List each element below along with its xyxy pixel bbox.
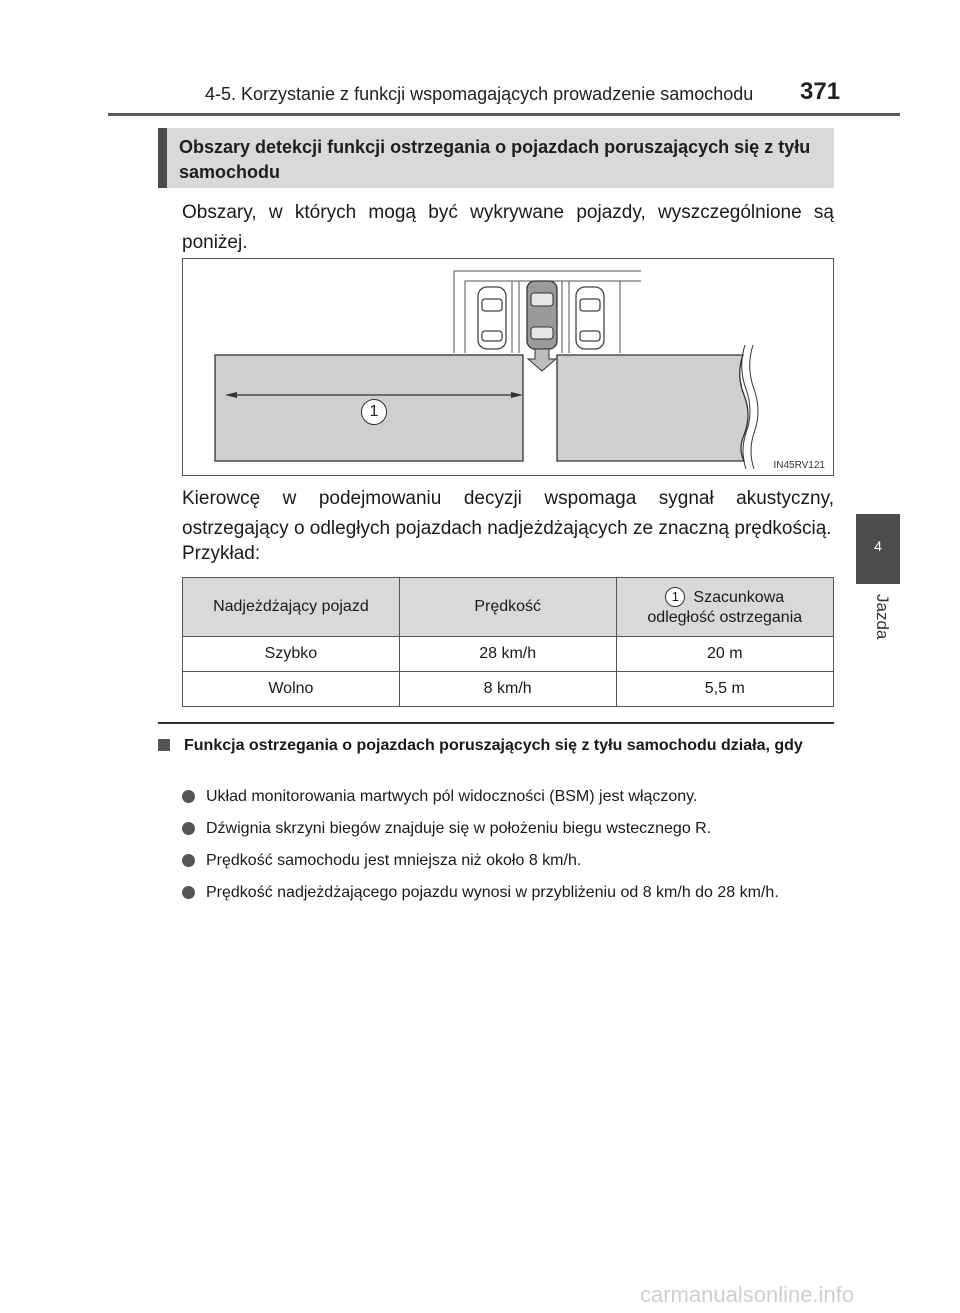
example-label: Przykład:	[182, 543, 261, 564]
square-bullet-icon	[158, 739, 170, 751]
bullet-dot-icon	[182, 822, 195, 835]
header-distance-line2: odległość ostrzegania	[647, 608, 803, 626]
intro-text: Obszary, w których mogą być wykrywane pojazdy, wyszczególnione są poniżej.	[182, 202, 834, 253]
bullet-dot-icon	[182, 790, 195, 803]
table-cell: 20 m	[616, 637, 833, 672]
figure-code: IN45RV121	[773, 460, 825, 471]
table-header-vehicle: Nadjeżdżający pojazd	[183, 578, 400, 637]
list-item	[182, 786, 834, 808]
table-header-distance	[616, 578, 833, 637]
conditions-heading-text: Funkcja ostrzegania o pojazdach poruszających się z tyłu samochodu działa, gdy	[184, 737, 803, 754]
conditions-heading	[158, 734, 834, 757]
list-item-text: Prędkość nadjeżdżającego pojazdu wynosi w przybliżeniu od 8 km/h do 28 km/h.	[206, 884, 779, 901]
table-row	[183, 637, 834, 672]
list-item-text: Dźwignia skrzyni biegów znajduje się w położeniu biegu wstecznego R.	[206, 820, 712, 837]
watermark: carmanualsonline.info	[640, 1282, 855, 1307]
chapter-label: Jazda	[873, 594, 892, 640]
table-cell: Szybko	[183, 637, 400, 672]
list-item-text: Układ monitorowania martwych pól widoczności (BSM) jest włączony.	[206, 788, 698, 805]
table-cell: Wolno	[183, 672, 400, 707]
table-cell: 5,5 m	[616, 672, 833, 707]
table-row	[183, 672, 834, 707]
bullet-dot-icon	[182, 854, 195, 867]
conditions-list	[182, 786, 834, 914]
chapter-number: 4	[874, 538, 882, 554]
header-rule	[108, 113, 900, 116]
list-item	[182, 882, 834, 904]
cut-line	[750, 345, 758, 469]
table-header-speed: Prędkość	[399, 578, 616, 637]
table-header-row	[183, 578, 834, 637]
detection-area-figure	[182, 258, 834, 476]
list-item-text: Prędkość samochodu jest mniejsza niż około 8 km/h.	[206, 852, 582, 869]
detection-zone-right	[557, 355, 748, 461]
own-vehicle	[527, 281, 557, 371]
section-title-box	[158, 128, 834, 188]
section-divider	[158, 722, 834, 724]
bullet-dot-icon	[182, 886, 195, 899]
warning-paragraph: Kierowcę w podejmowaniu decyzji wspomaga sygnał akustyczny, ostrzegający o odległych pojazdach nadjeżdżających ze znaczną prędkością.	[182, 488, 834, 539]
parked-car-right	[576, 287, 604, 349]
parking-diagram	[183, 259, 833, 475]
header-title: 4-5. Korzystanie z funkcji wspomagających prowadzenie samochodu	[205, 84, 754, 104]
table-cell: 28 km/h	[399, 637, 616, 672]
callout-1-small: 1	[665, 587, 685, 607]
section-title: Obszary detekcji funkcji ostrzegania o pojazdach poruszających się z tyłu samochodu	[179, 137, 811, 182]
parked-car-left	[478, 287, 506, 349]
chapter-tab	[856, 514, 900, 584]
table-cell: 8 km/h	[399, 672, 616, 707]
list-item	[182, 850, 834, 872]
warning-distance-table	[182, 577, 834, 707]
header-distance-line1: Szacunkowa	[693, 588, 785, 606]
page-number: 371	[800, 78, 841, 105]
reverse-arrow	[528, 349, 556, 371]
list-item	[182, 818, 834, 840]
callout-1: 1	[361, 399, 387, 425]
